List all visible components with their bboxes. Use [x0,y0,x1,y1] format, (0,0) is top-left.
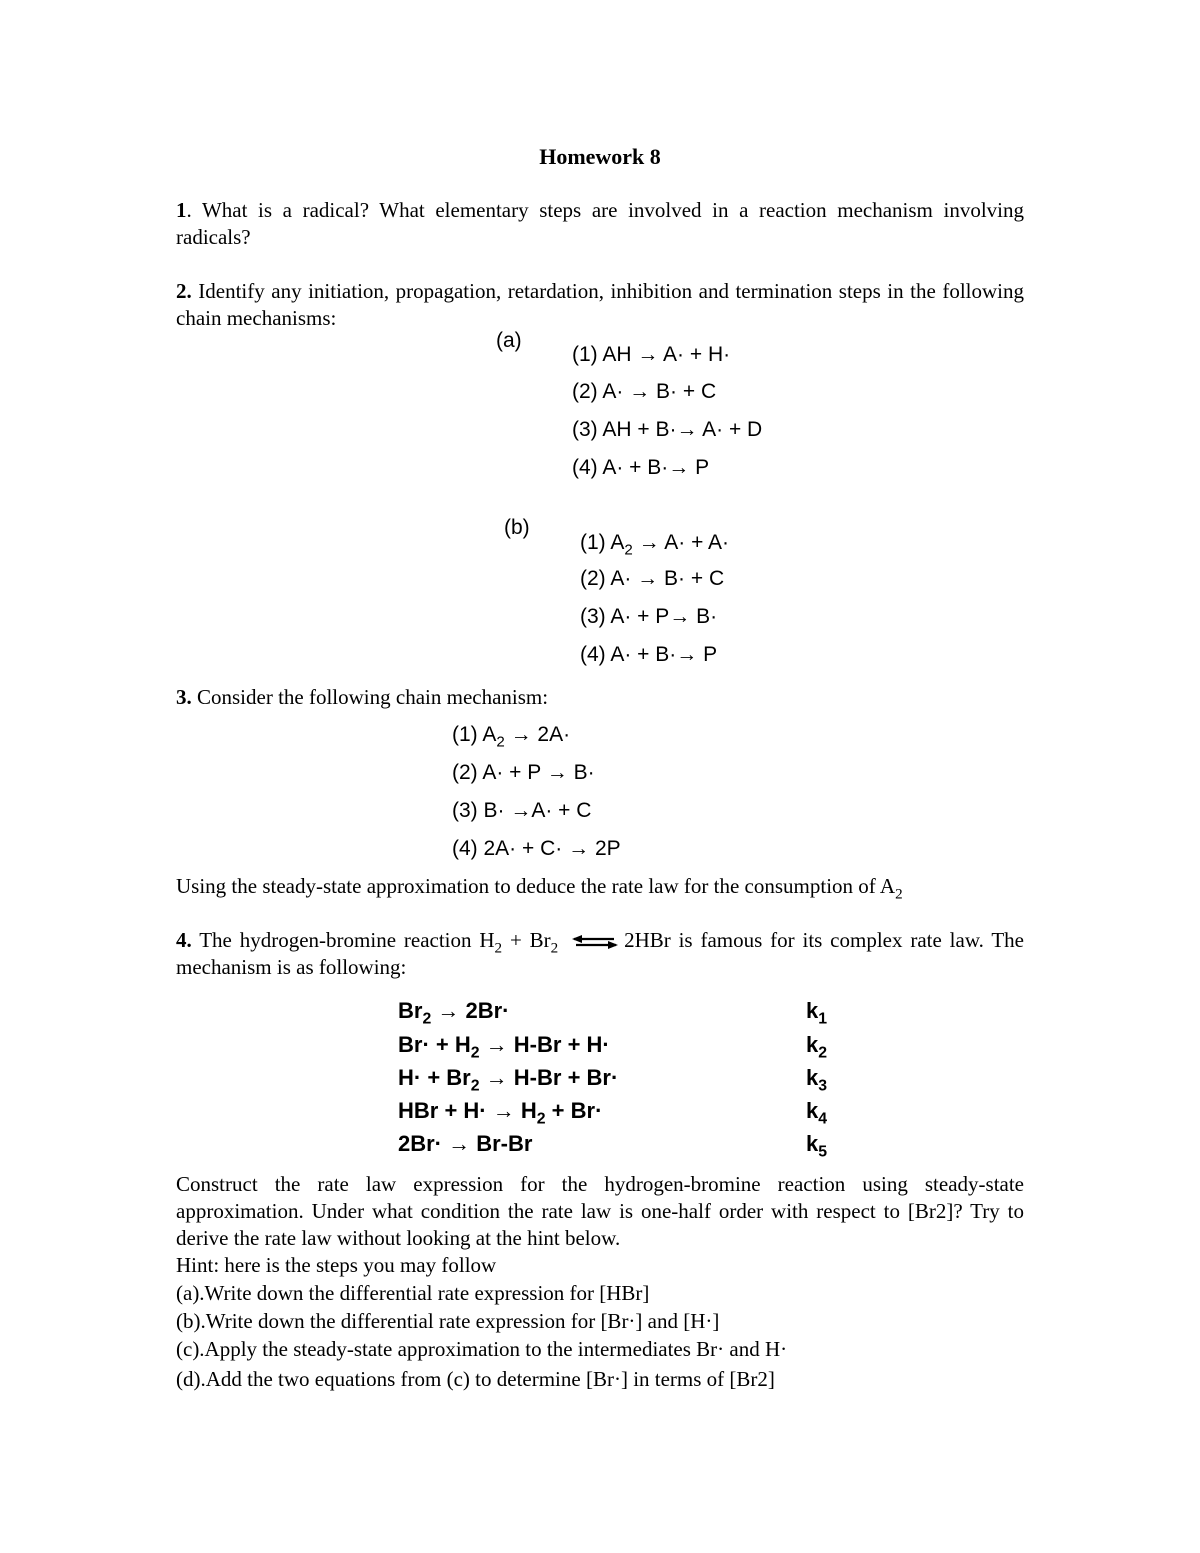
rate-constant-2: $k_2$ [806,1032,828,1062]
part-a-label: (a) [496,329,522,352]
question-3 [176,684,548,711]
part-b-step-1: (1) $A_2 \to A\cdot + A\cdot$ [580,531,730,559]
hint-step-d: (d).Add the two equations from (c) to determine [Br·] in terms of [Br2] [176,1367,775,1391]
rate-constant-5: $k_5$ [806,1131,828,1161]
mechanism-step-1: $Br_2 \to 2Br\cdot$ [398,998,510,1028]
mechanism-step-2: $Br\cdot + H_2 \to H-Br + H\cdot$ [398,1032,610,1062]
question-1 [176,197,1024,251]
page-title: Homework 8 [539,144,661,169]
part-a-step-1: (1) AH → A· + H· [572,343,731,366]
question-2-number: 2. [176,279,192,303]
question-4-paragraph: Construct the rate law expression for the hydrogen-bromine reaction using steady-state approximation. Under what condition the rate law is one-half order with respect to [Br2]? Try to derive the rate law without looking at the hint below. [176,1172,1024,1250]
q3-step-3: (3) B· →A· + C [452,799,592,822]
rate-constant-1: $k_1$ [806,998,828,1028]
part-b-step-2: (2) A· → B· + C [580,567,725,590]
part-b-step-4: (4) A· + B·→ P [580,643,718,666]
question-4-intro: 4. The hydrogen-bromine reaction $H_2 + Br_2$ 2HBr is famous for its complex rate law. The mechanism is as following: [176,928,1025,979]
question-3-text: Consider the following chain mechanism: [191,685,549,709]
rate-constant-4: $k_4$ [806,1098,828,1128]
equilibrium-arrow-icon [570,934,620,950]
part-a-step-2: (2) A· → B· + C [572,380,717,403]
q3-step-4: (4) 2A· + C· → 2P [452,837,621,860]
question-1-text: . What is a radical? What elementary steps are involved in a reaction mechanism involving radicals? [176,198,1024,249]
hint-step-c: (c).Apply the steady-state approximation to the intermediates Br· and H· [176,1337,788,1361]
part-b-label: (b) [504,516,530,539]
mechanism-step-5: 2Br· → Br-Br [398,1131,533,1156]
hint-step-b: (b).Write down the differential rate expression for [Br·] and [H·] [176,1309,720,1333]
rate-constant-3: $k_3$ [806,1065,828,1095]
question-2-text: Identify any initiation, propagation, retardation, inhibition and termination steps in the following chain mechanisms: [176,279,1024,330]
q3-step-2: (2) A· + P → B· [452,761,595,784]
hint-heading: Hint: here is the steps you may follow [176,1253,497,1277]
mechanism-step-4: HBr + $H\cdot \to H_2 + Br\cdot$ [398,1098,603,1128]
question-3-number: 3. [176,685,192,709]
question-4-number: 4. [176,928,192,952]
q3-step-1: (1) $A_2 \to 2A\cdot$ [452,723,571,751]
part-a-step-4: (4) A· + B·→ P [572,456,710,479]
question-2 [176,278,1024,332]
question-1-number: 1 [176,198,187,222]
hint-step-a: (a).Write down the differential rate expression for [HBr] [176,1281,650,1305]
part-a-step-3: (3) AH + B·→ A· + D [572,418,763,441]
q3-footer: Using the steady-state approximation to deduce the rate law for the consumption of $A_2$ [176,874,903,903]
mechanism-step-3: $H\cdot + Br_2 \to H-Br + Br\cdot$ [398,1065,619,1095]
part-b-step-3: (3) A· + P→ B· [580,605,718,628]
